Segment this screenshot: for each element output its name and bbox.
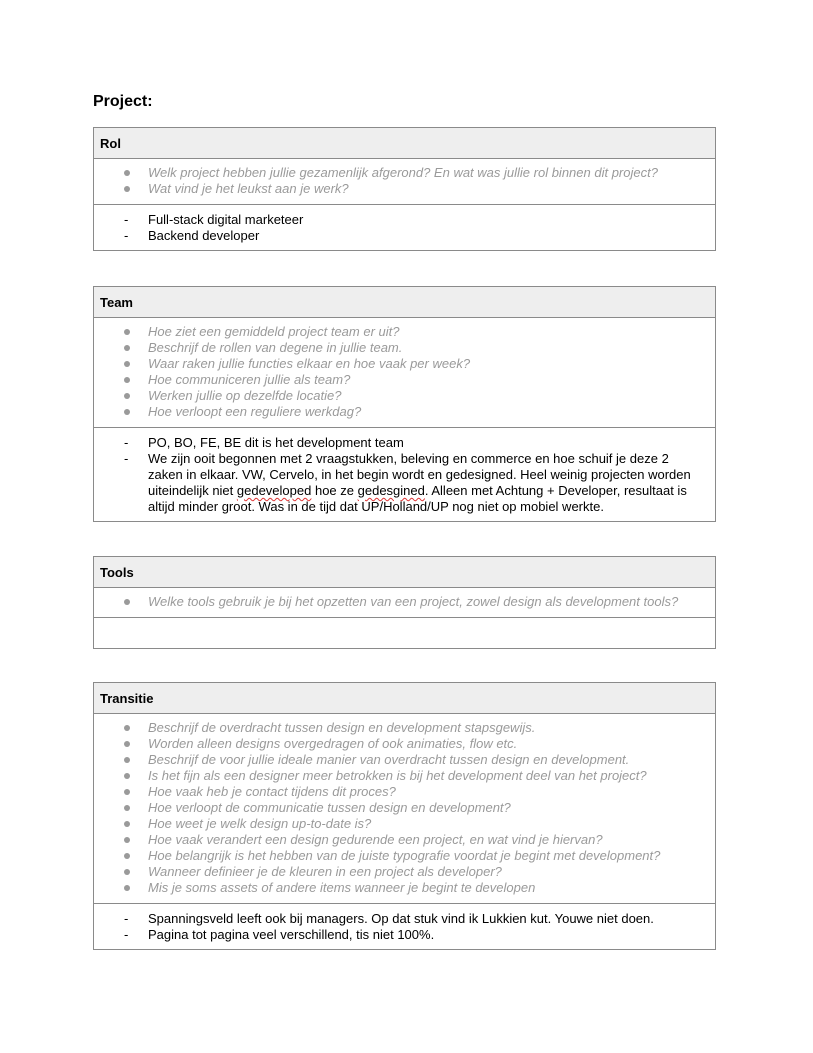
answer-area-empty [94,618,715,648]
question-item: Mis je soms assets of andere items wanneer je begint te developen [94,880,715,896]
answer-item: - Backend developer [124,228,260,243]
question-list [94,159,715,205]
question-item: Is het fijn als een designer meer betrokken is bij het development deel van het project? [94,768,715,784]
question-item: Werken jullie op dezelfde locatie? [94,388,715,404]
question-list [94,714,715,904]
section-tools [93,556,716,649]
bullet-icon [124,869,130,875]
bullet-icon [124,741,130,747]
bullet-icon [124,393,130,399]
section-rol [93,127,716,251]
answer-item: - Full-stack digital marketeer [124,212,304,227]
page-title: Project: [93,93,153,110]
bullet-icon [124,725,130,731]
question-item: Wanneer definieer je de kleuren in een project als developer? [94,864,715,880]
question-item: Hoe verloopt de communicatie tussen design en development? [94,800,715,816]
answer-list [94,428,715,521]
question-list [94,588,715,618]
question-item: Hoe communiceren jullie als team? [94,372,715,388]
bullet-icon [124,377,130,383]
bullet-icon [124,409,130,415]
section-header: Tools [94,557,715,588]
bullet-icon [124,821,130,827]
question-item: Worden alleen designs overgedragen of ook animaties, flow etc. [94,736,715,752]
section-header: Transitie [94,683,715,714]
answer-item: - Pagina tot pagina veel verschillend, tis niet 100%. [124,927,435,942]
bullet-icon [124,170,130,176]
bullet-icon [124,186,130,192]
question-item: Hoe weet je welk design up-to-date is? [94,816,715,832]
question-item: Hoe vaak verandert een design gedurende een project, en wat vind je hiervan? [94,832,715,848]
section-transitie [93,682,716,950]
answer-item: - Spanningsveld leeft ook bij managers. Op dat stuk vind ik Lukkien kut. Youwe niet doen. [124,911,654,926]
bullet-icon [124,853,130,859]
bullet-icon [124,599,130,605]
answer-list [94,205,715,250]
question-item: Welk project hebben jullie gezamenlijk afgerond? En wat was jullie rol binnen dit project? [94,165,715,181]
section-header: Team [94,287,715,318]
bullet-icon [124,837,130,843]
question-item: Beschrijf de overdracht tussen design en development stapsgewijs. [94,720,715,736]
question-item: Waar raken jullie functies elkaar en hoe vaak per week? [94,356,715,372]
bullet-icon [124,885,130,891]
answer-item: - PO, BO, FE, BE dit is het development team [124,435,404,450]
question-item: Welke tools gebruik je bij het opzetten van een project, zowel design als development tools? [94,594,715,610]
question-item: Beschrijf de rollen van degene in jullie team. [94,340,715,356]
bullet-icon [124,773,130,779]
bullet-icon [124,329,130,335]
question-item: Beschrijf de voor jullie ideale manier van overdracht tussen design en development. [94,752,715,768]
bullet-icon [124,361,130,367]
question-item: Wat vind je het leukst aan je werk? [94,181,715,197]
answer-list [94,904,715,949]
misspelled-word: gedesgined [357,483,425,498]
answer-item: - We zijn ooit begonnen met 2 vraagstukken, beleving en commerce en hoe schuif je deze 2 zaken in elkaar. VW, Cervelo, in het begin wordt en gedesigned. Heel weinig projecten worden uiteindelijk niet gedeveloped hoe ze gedesgined. Alleen met Achtung + Developer, resultaat is altijd minder groot. Was in de tijd dat UP/Holland/UP nog niet op mobiel werkte. [124,451,691,514]
question-item: Hoe vaak heb je contact tijdens dit proces? [94,784,715,800]
bullet-icon [124,757,130,763]
question-item: Hoe verloopt een reguliere werkdag? [94,404,715,420]
bullet-icon [124,789,130,795]
bullet-icon [124,805,130,811]
bullet-icon [124,345,130,351]
question-item: Hoe ziet een gemiddeld project team er uit? [94,324,715,340]
question-item: Hoe belangrijk is het hebben van de juiste typografie voordat je begint met development? [94,848,715,864]
section-header: Rol [94,128,715,159]
section-team [93,286,716,522]
misspelled-word: gedeveloped [236,483,312,498]
question-list [94,318,715,428]
